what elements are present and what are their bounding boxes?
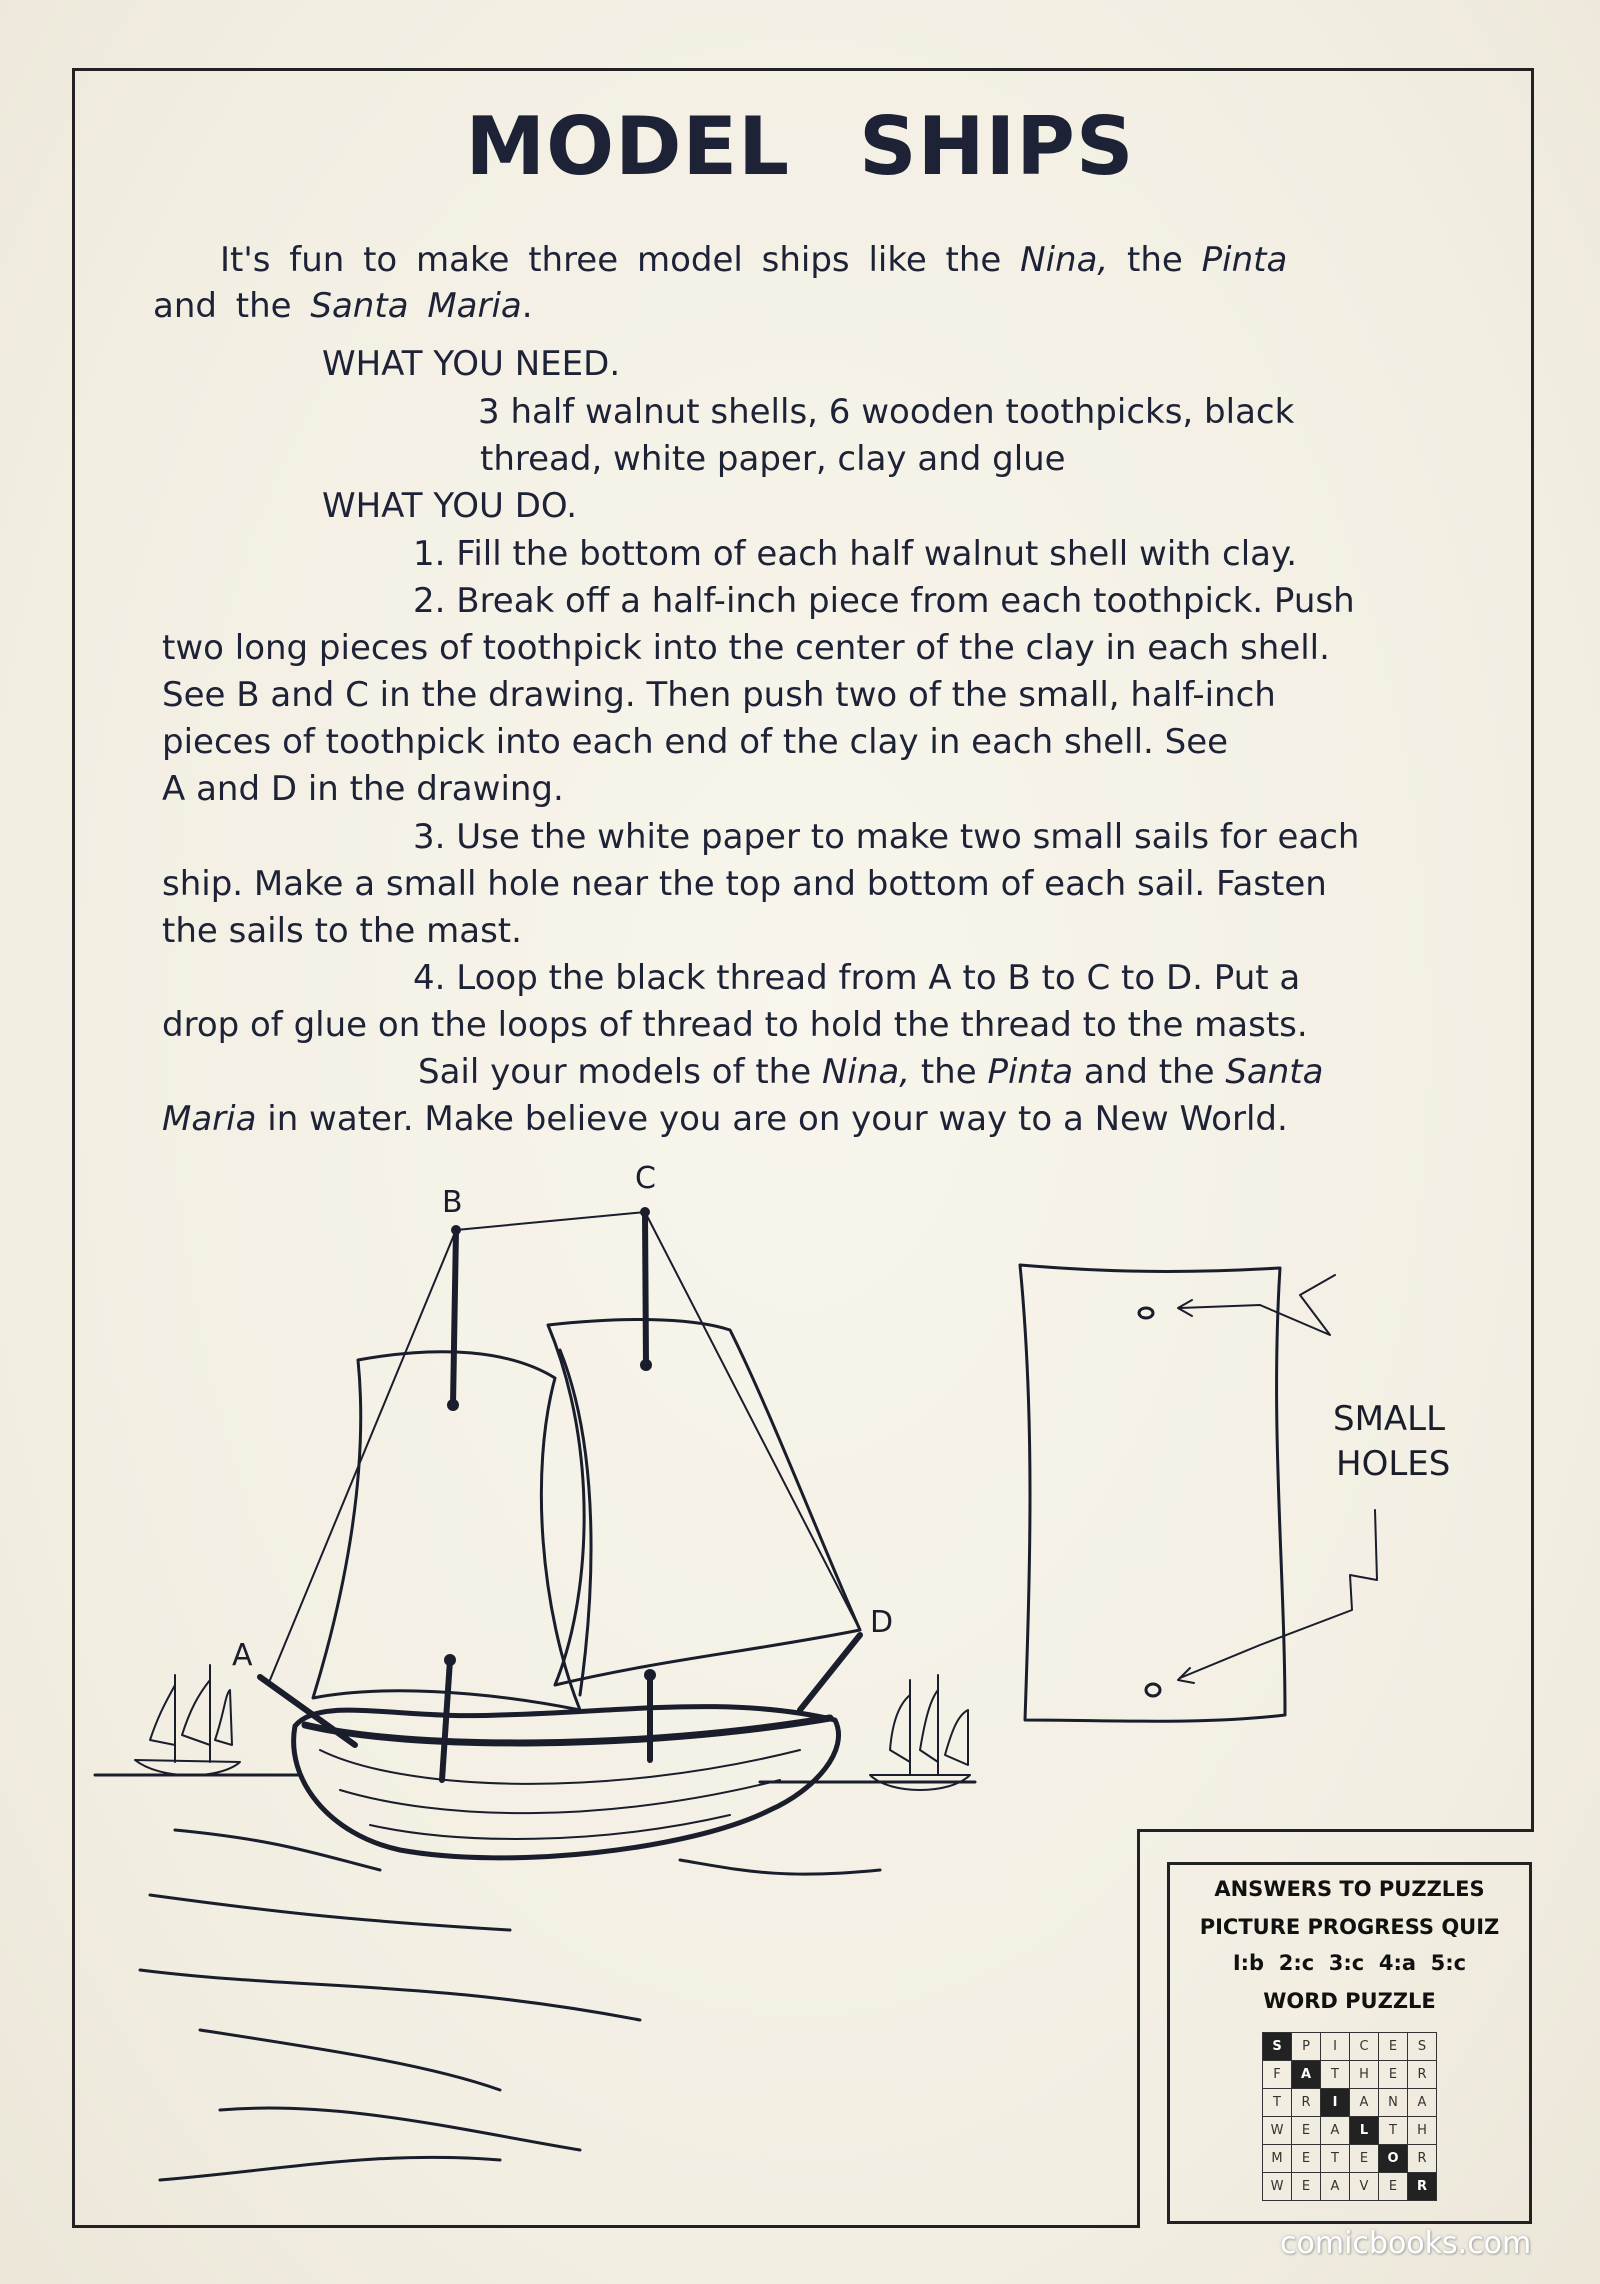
frame-left: [72, 68, 75, 2228]
closing-text-a: Sail your models of the: [418, 1052, 822, 1092]
grid-row: [1263, 2117, 1437, 2145]
small-ship-left: [135, 1665, 240, 1775]
shell-texture-2: [340, 1780, 780, 1813]
small-holes-line-2: HOLES: [1336, 1444, 1451, 1484]
grid-cell: W: [1263, 2117, 1292, 2145]
water-ripple-3: [140, 1970, 640, 2020]
grid-cell: M: [1263, 2145, 1292, 2173]
closing-line-2: [162, 1099, 1288, 1139]
grid-cell: E: [1350, 2145, 1379, 2173]
grid-cell: T: [1321, 2061, 1350, 2089]
mast-c-bottom: [640, 1359, 652, 1371]
step-4-line-1: 4. Loop the black thread from A to B to C to D. Put a: [413, 958, 1301, 998]
closing-nina: Nina,: [821, 1052, 911, 1092]
closing-maria: Maria: [162, 1099, 257, 1139]
water-ripple-1: [175, 1830, 380, 1870]
intro-nina: Nina,: [1020, 240, 1109, 280]
intro-line-1: [220, 240, 1287, 280]
hole-bottom: [1146, 1684, 1160, 1696]
grid-cell: R: [1292, 2089, 1321, 2117]
closing-line-1: [418, 1052, 1323, 1092]
intro-text-d: .: [521, 286, 533, 326]
shell-texture-1: [320, 1750, 800, 1784]
grid-cell: W: [1263, 2173, 1292, 2201]
label-b: B: [442, 1185, 463, 1220]
grid-row: [1263, 2061, 1437, 2089]
grid-row: [1263, 2173, 1437, 2201]
arrow-bottom: [1180, 1510, 1377, 1678]
step-3-line-2: ship. Make a small hole near the top and bottom of each sail. Fasten: [162, 864, 1327, 904]
grid-cell: O: [1379, 2145, 1408, 2173]
water-ripple-2: [150, 1895, 510, 1930]
grid-cell: T: [1379, 2117, 1408, 2145]
mast-c: [645, 1212, 646, 1365]
grid-cell: L: [1350, 2117, 1379, 2145]
step-2-line-4: pieces of toothpick into each end of the clay in each shell. See: [162, 722, 1229, 762]
grid-cell: P: [1292, 2033, 1321, 2061]
word-puzzle-title: WORD PUZZLE: [1263, 1989, 1436, 2013]
grid-cell: V: [1350, 2173, 1379, 2201]
page-title: MODEL SHIPS: [465, 100, 1135, 193]
intro-pinta: Pinta: [1201, 240, 1288, 280]
grid-cell: T: [1263, 2089, 1292, 2117]
closing-text-b: the: [910, 1052, 988, 1092]
grid-cell: R: [1408, 2145, 1437, 2173]
small-holes-line-1: SMALL: [1333, 1399, 1446, 1439]
label-c: C: [635, 1161, 656, 1196]
need-line-1: 3 half walnut shells, 6 wooden toothpicks, black: [478, 392, 1295, 432]
grid-cell: R: [1408, 2173, 1437, 2201]
grid-row: [1263, 2145, 1437, 2173]
step-2-line-1: 2. Break off a half-inch piece from each toothpick. Push: [413, 581, 1355, 621]
grid-row: [1263, 2033, 1437, 2061]
shell-texture-3: [370, 1815, 730, 1839]
mast-c-lower-top: [644, 1669, 656, 1681]
closing-santa: Santa: [1225, 1052, 1324, 1092]
step-4-line-2: drop of glue on the loops of thread to hold the thread to the masts.: [162, 1005, 1308, 1045]
grid-cell: E: [1379, 2061, 1408, 2089]
grid-cell: E: [1292, 2117, 1321, 2145]
step-2-line-2: two long pieces of toothpick into the center of the clay in each shell.: [162, 628, 1330, 668]
step-3-line-1: 3. Use the white paper to make two small sails for each: [413, 817, 1360, 857]
step-3-line-3: the sails to the mast.: [162, 911, 522, 951]
mast-b-lower: [442, 1660, 450, 1780]
step-2-line-5: A and D in the drawing.: [162, 769, 564, 809]
grid-cell: A: [1292, 2061, 1321, 2089]
intro-santa-maria: Santa Maria: [310, 286, 522, 326]
grid-cell: C: [1350, 2033, 1379, 2061]
grid-cell: H: [1408, 2117, 1437, 2145]
step-1: 1. Fill the bottom of each half walnut shell with clay.: [413, 534, 1298, 574]
sail-diagram: [1020, 1265, 1285, 1721]
label-d: D: [870, 1605, 894, 1640]
grid-cell: E: [1379, 2033, 1408, 2061]
water-ripple-7: [680, 1860, 880, 1874]
frame-top: [72, 68, 1534, 71]
intro-line-2: [153, 286, 533, 326]
mast-b-bottom: [447, 1399, 459, 1411]
grid-cell: S: [1408, 2033, 1437, 2061]
frame-bottom: [72, 2225, 1140, 2228]
shell-rim: [305, 1718, 830, 1743]
do-heading: WHAT YOU DO.: [322, 486, 578, 526]
mast-b: [453, 1230, 456, 1405]
label-a: A: [232, 1638, 253, 1673]
grid-cell: I: [1321, 2089, 1350, 2117]
answers-box: [1167, 1862, 1532, 2224]
quiz-title: PICTURE PROGRESS QUIZ: [1199, 1915, 1500, 1939]
arrow-top: [1180, 1275, 1335, 1335]
grid-cell: E: [1379, 2173, 1408, 2201]
water-ripple-5: [220, 2108, 580, 2150]
intro-text-c: and the: [153, 286, 311, 326]
grid-cell: T: [1321, 2145, 1350, 2173]
watermark: comicbooks.com: [1280, 2226, 1532, 2261]
grid-cell: S: [1263, 2033, 1292, 2061]
grid-cell: A: [1350, 2089, 1379, 2117]
grid-cell: I: [1321, 2033, 1350, 2061]
grid-cell: E: [1292, 2145, 1321, 2173]
intro-text-b: the: [1108, 240, 1202, 280]
toothpick-d: [800, 1635, 860, 1710]
rigging-thread: [270, 1212, 860, 1680]
water-ripple-4: [200, 2030, 500, 2090]
word-puzzle-grid: [1262, 2032, 1437, 2201]
grid-cell: A: [1321, 2173, 1350, 2201]
answers-heading: ANSWERS TO PUZZLES: [1214, 1877, 1485, 1901]
grid-cell: H: [1350, 2061, 1379, 2089]
closing-text-d: in water. Make believe you are on your way to a New World.: [256, 1099, 1288, 1139]
grid-cell: R: [1408, 2061, 1437, 2089]
need-line-2: thread, white paper, clay and glue: [480, 439, 1066, 479]
grid-cell: F: [1263, 2061, 1292, 2089]
intro-text-a: It's fun to make three model ships like the: [220, 240, 1021, 280]
need-heading: WHAT YOU NEED.: [322, 344, 621, 384]
step-2-line-3: See B and C in the drawing. Then push two of the small, half-inch: [162, 675, 1276, 715]
mast-b-lower-top: [444, 1654, 456, 1666]
grid-cell: A: [1321, 2117, 1350, 2145]
grid-cell: A: [1408, 2089, 1437, 2117]
small-ship-right: [870, 1675, 970, 1790]
hole-top: [1139, 1308, 1153, 1318]
mast-b-top: [451, 1225, 461, 1235]
mast-c-top: [640, 1207, 650, 1217]
water-ripple-6: [160, 2157, 500, 2180]
grid-row: [1263, 2089, 1437, 2117]
grid-cell: N: [1379, 2089, 1408, 2117]
sail-right: [548, 1320, 860, 1685]
sail-right-fold: [560, 1350, 591, 1695]
closing-pinta: Pinta: [987, 1052, 1074, 1092]
closing-text-c: and the: [1073, 1052, 1226, 1092]
grid-cell: E: [1292, 2173, 1321, 2201]
quiz-answers: I:b 2:c 3:c 4:a 5:c: [1232, 1951, 1467, 1975]
